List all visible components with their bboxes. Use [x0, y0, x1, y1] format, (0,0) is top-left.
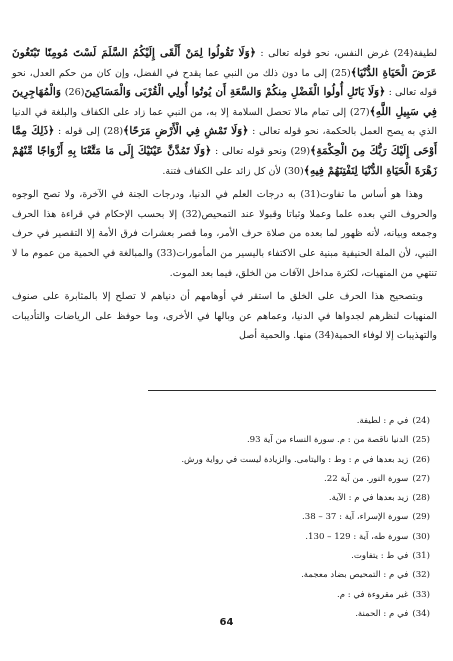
footnote-ref: (27) — [349, 106, 370, 118]
footnote — [30, 470, 430, 489]
quran-quote: ﴿وَلَا يَاتَلِ أُولُوا الْفَضْلِ مِنكُمْ وَالسَّعَةِ أَن يُوتُوا أُولِي الْقُرْبَى وَالْمَسَاكِينَ — [84, 86, 386, 99]
quran-quote: ﴿وَلَا تَمْشِ فِي الْأَرْضِ مَرَحًا﴾ — [123, 125, 249, 138]
footnote-text: سورة النور. من آية 22. — [324, 473, 409, 484]
text-run: وهذا هو أساس ما تفاوت — [320, 189, 423, 201]
footnote-number: (31) — [412, 551, 430, 562]
text-run: غرض النفس، نحو قوله تعالى : — [255, 48, 394, 59]
footnote-ref: (33) — [156, 247, 177, 259]
quran-quote: ﴿ذَلِكَ مِمَّا أَوْحَى إِلَيْكَ رَبُّكَ مِنَ الْحِكْمَةِ﴾ — [12, 125, 438, 157]
footnote-ref: (32) — [181, 208, 202, 220]
footnote-number: (27) — [412, 473, 430, 484]
footnote-number: (29) — [412, 512, 430, 523]
footnote-separator — [148, 390, 436, 391]
text-run: إلا بحسب الإحكام في قراءة هذا الحرف وجمعه وبيانه، لأنه ظهور لما بعده من صلاة حرف الأمر، وما قصر بعشرات فرق الأمة إلا التقصير في حرف النبي، لأن الملة الحنيفية مبنية على الاكتفاء باليسير من المأمورات — [12, 208, 438, 259]
text-run: لطيفة — [413, 48, 437, 59]
text-run: به درجات العلم في الدنيا، ودرجات الجنة في الآخرة، ولا تصح الوجوه والحروف التي بعده علما وعملا وثباتا وقبولا عند التمحيص — [12, 189, 437, 220]
main-text — [12, 44, 437, 350]
text-run: منها. والحمية أصل — [238, 330, 315, 342]
footnote — [30, 586, 430, 605]
footnote-number: (30) — [412, 531, 430, 542]
footnote — [30, 547, 430, 566]
footnote — [30, 451, 430, 470]
footnote-text: زيد بعدها في م : وط : واليتامى. والزيادة ليست في رواية ورش. — [181, 454, 409, 465]
footnote-ref: (24) — [393, 48, 414, 59]
footnote-text: غير مقروءة في : م. — [336, 589, 409, 600]
text-run: إلى ما دون ذلك من النبي عما يقدح في الفضل، وإن كان من حكم العدل، نحو قوله تعالى : — [12, 67, 437, 99]
text-run: لأن كل زائد على الكفاف فتنة. — [162, 165, 285, 177]
footnote-text: سورة الإسراء، آية : 37 – 38. — [302, 512, 409, 523]
footnotes-list — [30, 412, 430, 624]
footnote-text: في ط : يتفاوت. — [351, 551, 409, 562]
text-run: والمبالغة في الحمية من عموم ما لا تنتهي من المنهيات، لكثرة مداخل الآفات من الخلق، فيما بعد الموت. — [12, 247, 437, 279]
text-run: ونحو قوله تعالى : — [211, 145, 291, 157]
footnote — [30, 489, 430, 508]
footnote-text: في م : التمحيص بضاد معجمة. — [301, 570, 409, 581]
text-run: إلى قوله : — [54, 126, 104, 138]
page-number: 64 — [219, 617, 234, 628]
footnote-text: في م : الحمنة. — [355, 608, 409, 619]
footnote-ref: (28) — [103, 126, 124, 138]
footnote-ref: (25) — [331, 67, 351, 79]
footnote-number: (34) — [412, 608, 430, 619]
footnote-number: (25) — [412, 435, 430, 446]
footnote-text: سورة طه، آية : 129 – 130. — [305, 531, 409, 542]
footnote — [30, 528, 430, 547]
footnote-ref: (26) — [64, 87, 85, 99]
footnote-text: الدنيا ناقصة من : م. سورة النساء من آية 93. — [246, 435, 409, 446]
footnote — [30, 508, 430, 527]
footnote-ref: (31) — [300, 189, 321, 201]
footnote-number: (32) — [412, 570, 430, 581]
footnote — [30, 431, 430, 450]
footnote-ref: (34) — [314, 330, 335, 342]
footnote-text: في م : لطيفة. — [356, 416, 409, 426]
footnote-ref: (30) — [284, 165, 304, 177]
footnote-number: (26) — [412, 454, 430, 465]
quran-quote: وَالْمُهَاجِرِينَ فِي سَبِيلِ اللَّهِ﴾ — [12, 86, 437, 118]
footnote-number: (33) — [412, 589, 430, 600]
quran-quote: ﴿وَلَا تَقُولُوا لِمَنْ أَلْقَى إِلَيْكُمُ السَّلَمَ لَسْتَ مُومِنًا تَبْتَغُونَ عَرَضَ الْحَيَاةِ الدُّنْيَا﴾ — [12, 47, 437, 79]
footnote — [30, 566, 430, 585]
quran-quote: ﴿وَلَا تَمُدَّنَّ عَيْنَيْكَ إِلَى مَا مَتَّعْنَا بِهِ أَزْوَاجًا مِّنْهُمْ زَهْرَةَ الْحَيَاةِ الدُّنْيَا لِنَفْتِنَهُمْ فِيهِ﴾ — [12, 144, 437, 177]
footnote-number: (24) — [412, 416, 430, 426]
paragraph — [12, 287, 437, 346]
text-run: وبتصحيح هذا الحرف على الخلق ما استقر في أوهامهم أن دنياهم لا تصلح إلا بالمثابرة على صنوف المنهيات لنظرهم لجدواها في الدنيا، وعماهم عن وبالها في الأخرى، وما حوفظ على الرياضات والتأديبات والتهذيبات إلا لوفاء الحمية — [12, 291, 437, 342]
footnote-text: زيد بعدها في م : الآية. — [328, 493, 409, 504]
footnote-number: (28) — [412, 493, 430, 504]
footnote — [30, 412, 430, 431]
footnote-ref: (29) — [290, 145, 311, 157]
paragraph — [12, 44, 437, 181]
text-run: إلى تمام مالا تحصل السلامة إلا به، من النبي عما زاد على الكفاف والبلغة في الدنيا الذي به يصح العمل بالحكمة، نحو قوله تعالى : — [12, 106, 438, 138]
paragraph — [12, 185, 437, 283]
